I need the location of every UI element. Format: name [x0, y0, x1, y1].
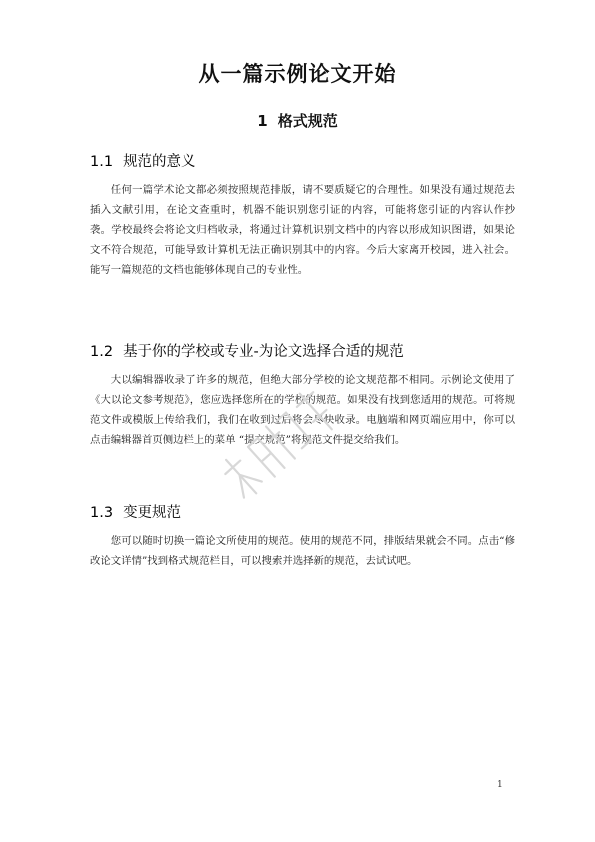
section-heading	[90, 152, 515, 172]
section-heading	[90, 342, 515, 362]
section-paragraph: 您可以随时切换一篇论文所使用的规范。使用的规范不同，排版结果就会不同。点击“修改论文详情”找到格式规范栏目，可以搜索并选择新的规范，去试试吧。	[90, 535, 515, 567]
chapter-number: 1	[257, 112, 268, 130]
section-1-3	[90, 503, 515, 571]
section-title: 变更规范	[123, 505, 182, 521]
section-1-1	[90, 152, 515, 280]
chapter-heading	[0, 110, 595, 131]
section-number: 1.1	[90, 154, 114, 170]
section-heading	[90, 503, 515, 523]
section-title: 规范的意义	[123, 154, 196, 170]
section-number: 1.2	[90, 344, 114, 360]
section-paragraph: 大以编辑器收录了许多的规范，但绝大部分学校的论文规范都不相同。示例论文使用了《大以论文参考规范》，您应选择您所在的学校的规范。如果没有找到您适用的规范。可将规范文件或模版上传给我们，我们在收到过后将会尽快收录。电脑端和网页端应用中，你可以点击编辑器首页侧边栏上的菜单 “提交规范”将规范文件提交给我们。	[90, 374, 515, 446]
document-title: 从一篇示例论文开始	[198, 62, 397, 86]
chapter-title: 格式规范	[277, 112, 338, 130]
page-number: 1	[497, 780, 503, 790]
section-paragraph: 任何一篇学术论文都必须按照规范排版，请不要质疑它的合理性。如果没有通过规范去插入文献引用，在论文查重时，机器不能识别您引证的内容，可能将您引证的内容认作抄袭。学校最终会将论文归档收录，将通过计算机识别文档中的内容以形成知识图谱，如果论文不符合规范，可能导致计算机无法正确识别其中的内容。今后大家离开校园，进入社会。能写一篇规范的文档也能够体现自己的专业性。	[90, 184, 515, 276]
section-title: 基于你的学校或专业-为论文选择合适的规范	[123, 344, 404, 360]
section-1-2	[90, 342, 515, 450]
section-number: 1.3	[90, 505, 114, 521]
